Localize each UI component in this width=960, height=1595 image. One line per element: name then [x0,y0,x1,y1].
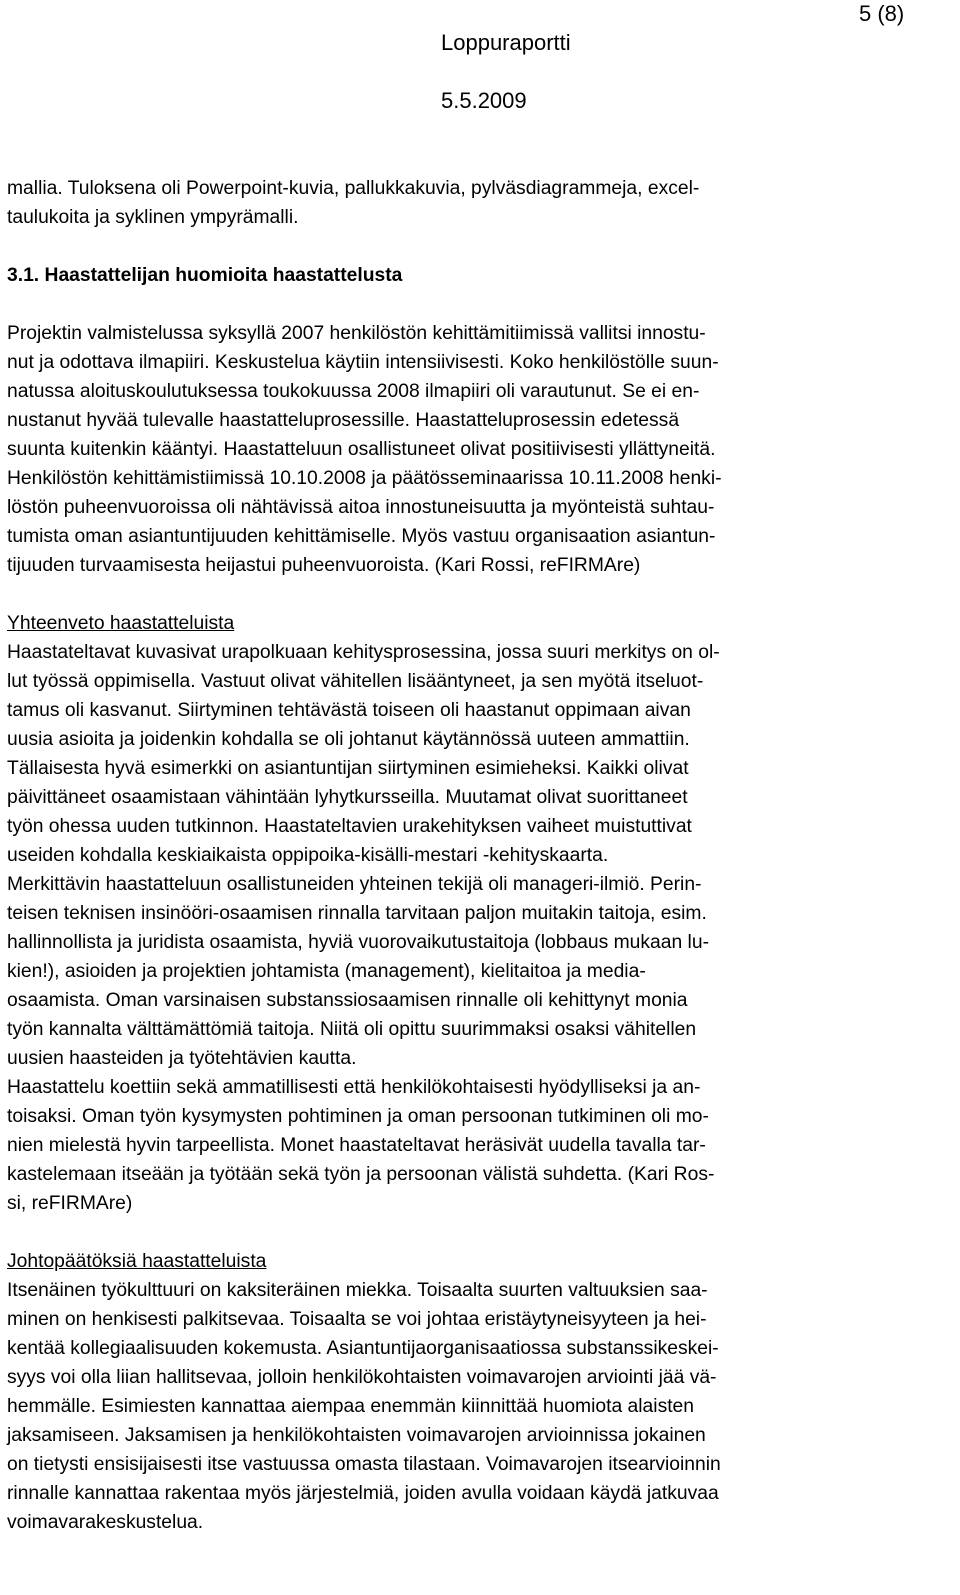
text-line: Itsenäinen työkulttuuri on kaksiteräinen miekka. Toisaalta suurten valtuuksien saa- [7,1280,708,1301]
text-line: minen on henkisesti palkitsevaa. Toisaalta se voi johtaa eristäytyneisyyteen ja hei- [7,1309,707,1330]
intro-paragraph [7,174,947,232]
text-line: kentää kollegiaalisuuden kokemusta. Asiantuntijaorganisaatiossa substanssikeskei- [7,1338,719,1359]
text-line: uusien haasteiden ja työtehtävien kautta. [7,1048,357,1069]
text-line: tumista oman asiantuntijuuden kehittämiselle. Myös vastuu organisaation asiantun- [7,526,716,547]
conclusions-section [7,1247,947,1537]
text-line: nustanut hyvää tulevalle haastatteluprosessille. Haastatteluprosessin edetessä [7,410,680,431]
text-line: taulukoita ja syklinen ympyrämalli. [7,207,299,228]
conclusions-heading: Johtopäätöksiä haastatteluista [7,1251,267,1272]
text-line: työn kannalta välttämättömiä taitoja. Niitä oli opittu suurimmaksi osaksi vähitellen [7,1019,697,1040]
text-line: lut työssä oppimisella. Vastuut olivat vähitellen lisääntyneet, ja sen myötä itseluot- [7,671,704,692]
text-line: osaamista. Oman varsinaisen substanssiosaamisen rinnalle oli kehittynyt monia [7,990,688,1011]
text-line: on tietysti ensisijaisesti itse vastuussa omasta tilastaan. Voimavarojen itsearvioinnin [7,1454,721,1475]
text-line: suunta kuitenkin kääntyi. Haastatteluun osallistuneet olivat positiivisesti yllättyneitä. [7,439,716,460]
text-line: työn ohessa uuden tutkinnon. Haastateltavien urakehityksen vaiheet muistuttivat [7,816,692,837]
text-line: löstön puheenvuoroissa oli nähtävissä aitoa innostuneisuutta ja myönteistä suhtau- [7,497,715,518]
text-line: tamus oli kasvanut. Siirtyminen tehtävästä toiseen oli haastanut oppimaan aivan [7,700,691,721]
text-line: nien mielestä hyvin tarpeellista. Monet haastateltavat heräsivät uudella tavalla tar- [7,1135,706,1156]
paragraph-gap [7,232,947,261]
text-line: tijuuden turvaamisesta heijastui puheenvuoroista. (Kari Rossi, reFIRMAre) [7,555,641,576]
text-line: jaksamiseen. Jaksamisen ja henkilökohtaisten voimavarojen arvioinnissa jokainen [7,1425,706,1446]
summary-section [7,609,947,1218]
paragraph-gap [7,1218,947,1247]
section-observations [7,261,947,580]
text-line: si, reFIRMAre) [7,1193,133,1214]
paragraph-gap [7,580,947,609]
text-line: teisen teknisen insinööri-osaamisen rinnalla tarvitaan paljon muitakin taitoja, esim. [7,903,707,924]
section-heading: 3.1. Haastattelijan huomioita haastattelusta [7,265,403,286]
paragraph-gap [7,290,947,319]
text-line: rinnalle kannattaa rakentaa myös järjestelmiä, joiden avulla voidaan käydä jatkuvaa [7,1483,719,1504]
text-line: natussa aloituskoulutuksessa toukokuussa 2008 ilmapiiri oli varautunut. Se ei en- [7,381,700,402]
text-line: Merkittävin haastatteluun osallistuneiden yhteinen tekijä oli manageri-ilmiö. Perin- [7,874,702,895]
page-number: 5 (8) [859,1,905,26]
document-date: 5.5.2009 [441,88,527,113]
text-line: toisaksi. Oman työn kysymysten pohtiminen ja oman persoonan tutkiminen oli mo- [7,1106,709,1127]
text-line: hemmälle. Esimiesten kannattaa aiempaa enemmän kiinnittää huomiota alaisten [7,1396,695,1417]
text-line: Haastattelu koettiin sekä ammatillisesti että henkilökohtaisesti hyödylliseksi ja an- [7,1077,701,1098]
text-line: hallinnollista ja juridista osaamista, hyviä vuorovaikutustaitoja (lobbaus mukaan lu- [7,932,709,953]
text-line: voimavarakeskustelua. [7,1512,204,1533]
text-line: uusia asioita ja joidenkin kohdalla se oli johtanut käytännössä uuteen ammattiin. [7,729,690,750]
text-line: Haastateltavat kuvasivat urapolkuaan kehitysprosessina, jossa suuri merkitys on ol- [7,642,720,663]
text-line: Projektin valmistelussa syksyllä 2007 henkilöstön kehittämitiimissä vallitsi innostu- [7,323,706,344]
text-line: päivittäneet osaamistaan vähintään lyhytkursseilla. Muutamat olivat suorittaneet [7,787,688,808]
text-line: syys voi olla liian hallitsevaa, jolloin henkilökohtaisten voimavarojen arviointi jää vä- [7,1367,717,1388]
text-line: useiden kohdalla keskiaikaista oppipoika-kisälli-mestari -kehityskaarta. [7,845,609,866]
text-line: mallia. Tuloksena oli Powerpoint-kuvia, pallukkakuvia, pylväsdiagrammeja, excel- [7,178,700,199]
document-body [7,174,947,1537]
text-line: nut ja odottava ilmapiiri. Keskustelua käytiin intensiivisesti. Koko henkilöstölle suun- [7,352,719,373]
text-line: kien!), asioiden ja projektien johtamista (management), kielitaitoa ja media- [7,961,646,982]
text-line: Tällaisesta hyvä esimerkki on asiantuntijan siirtyminen esimieheksi. Kaikki olivat [7,758,689,779]
summary-heading: Yhteenveto haastatteluista [7,613,235,634]
text-line: kastelemaan itseään ja työtään sekä työn ja persoonan välistä suhdetta. (Kari Ros- [7,1164,715,1185]
document-title: Loppuraportti [441,30,571,55]
text-line: Henkilöstön kehittämistiimissä 10.10.2008 ja päätösseminaarissa 10.11.2008 henki- [7,468,722,489]
